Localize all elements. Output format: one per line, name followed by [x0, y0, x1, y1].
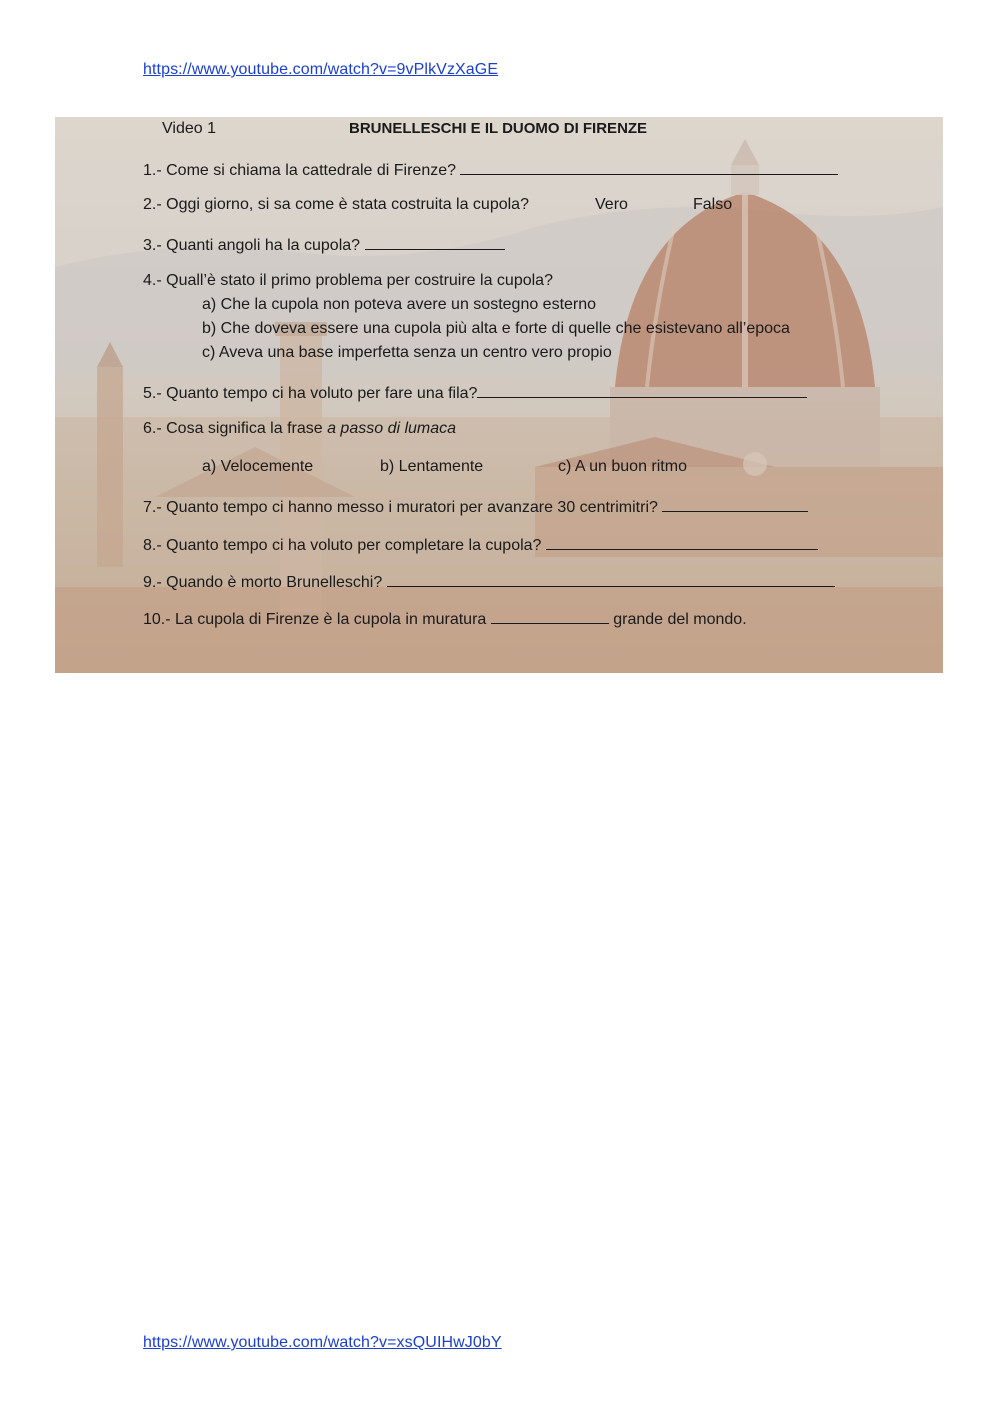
answer-blank-3[interactable]	[365, 234, 505, 250]
question-7: 7.- Quanto tempo ci hanno messo i muratori per avanzare 30 centrimitri?	[143, 496, 808, 517]
question-10: 10.- La cupola di Firenze è la cupola in muratura grande del mondo.	[143, 608, 747, 629]
question-6-option-a[interactable]: a) Velocemente	[202, 458, 314, 475]
video-label: Video 1	[162, 120, 216, 137]
answer-blank-5[interactable]	[477, 382, 807, 398]
question-2: 2.- Oggi giorno, si sa come è stata costruita la cupola?	[143, 196, 529, 213]
answer-blank-8[interactable]	[546, 534, 818, 550]
question-4-option-a[interactable]: a) Che la cupola non poteva avere un sostegno esterno	[202, 296, 597, 313]
question-6-option-b[interactable]: b) Lentamente	[380, 458, 484, 475]
question-9: 9.- Quando è morto Brunelleschi?	[143, 571, 835, 592]
question-8: 8.- Quanto tempo ci ha voluto per completare la cupola?	[143, 534, 818, 555]
answer-blank-9[interactable]	[387, 571, 835, 587]
option-vero[interactable]: Vero	[595, 196, 628, 213]
question-1: 1.- Come si chiama la cattedrale di Firenze?	[143, 159, 838, 180]
question-6-phrase: a passo di lumaca	[327, 420, 457, 437]
option-falso[interactable]: Falso	[693, 196, 733, 213]
worksheet-panel	[55, 117, 943, 673]
question-5: 5.- Quanto tempo ci ha voluto per fare una fila?	[143, 382, 807, 403]
video-link-top[interactable]: https://www.youtube.com/watch?v=9vPlkVzXaGE	[143, 61, 499, 78]
answer-blank-10[interactable]	[491, 608, 609, 624]
question-4-option-b[interactable]: b) Che doveva essere una cupola più alta e forte di quelle che esistevano all’epoca	[202, 320, 790, 337]
question-6-option-c[interactable]: c) A un buon ritmo	[558, 458, 687, 475]
question-3: 3.- Quanti angoli ha la cupola?	[143, 234, 505, 255]
answer-blank-1[interactable]	[460, 159, 838, 175]
video-link-bottom[interactable]: https://www.youtube.com/watch?v=xsQUIHwJ0bY	[143, 1334, 502, 1351]
answer-blank-7[interactable]	[662, 496, 808, 512]
worksheet-title: BRUNELLESCHI E IL DUOMO DI FIRENZE	[349, 120, 648, 137]
question-4: 4.- Quall’è stato il primo problema per costruire la cupola?	[143, 272, 553, 289]
question-4-option-c[interactable]: c) Aveva una base imperfetta senza un centro vero propio	[202, 344, 612, 361]
question-6: 6.- Cosa significa la frase a passo di lumaca	[143, 420, 457, 437]
